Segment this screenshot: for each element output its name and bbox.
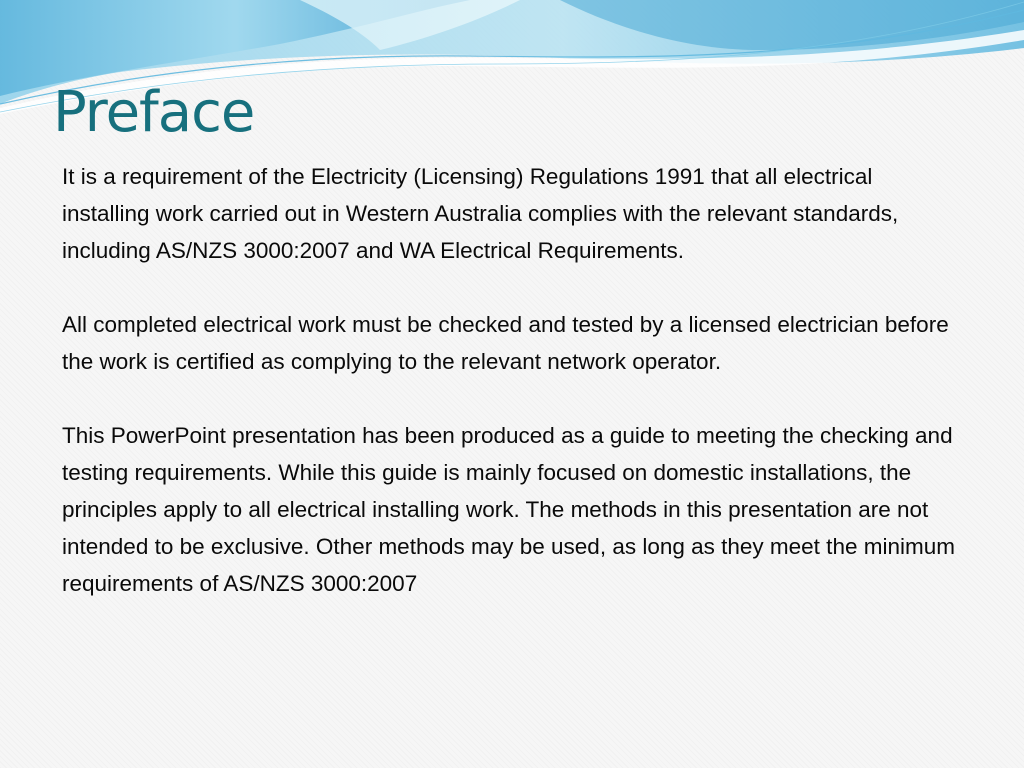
- body-paragraph: It is a requirement of the Electricity (Licensing) Regulations 1991 that all electrical installing work carried out in Western Australia complies with the relevant standards, including AS/NZS 3000:2007 and WA Electrical Requirements.: [62, 164, 899, 263]
- slide-body: [62, 158, 962, 639]
- body-paragraph: All completed electrical work must be checked and tested by a licensed electrician before the work is certified as complying to the relevant network operator.: [62, 312, 949, 374]
- body-paragraph: This PowerPoint presentation has been produced as a guide to meeting the checking and testing requirements. While this guide is mainly focused on domestic installations, the principles apply to all electrical installing work. The methods in this presentation are not intended to be exclusive. Other methods may be used, as long as they meet the minimum requirements of AS/NZS 3000:2007: [62, 423, 955, 596]
- slide-title: Preface: [53, 80, 255, 145]
